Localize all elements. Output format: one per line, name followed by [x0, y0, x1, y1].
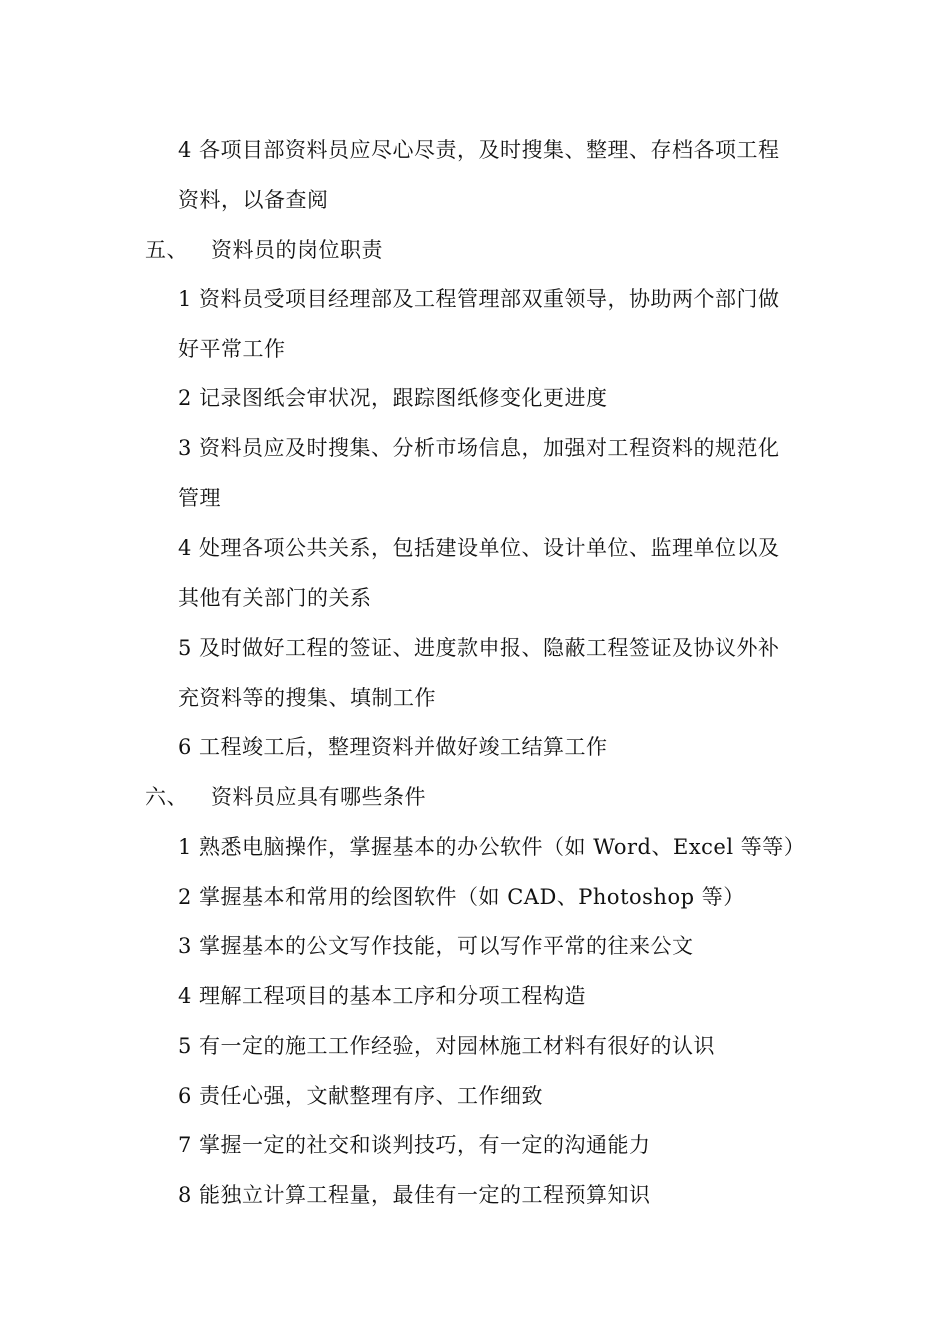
section-number: 五、 — [145, 238, 188, 262]
s5-item6-line1: 6 工程竣工后，整理资料并做好竣工结算工作 — [178, 735, 608, 759]
s5-item4-line2: 其他有关部门的关系 — [178, 586, 372, 610]
s5-item4-line1: 4 处理各项公共关系，包括建设单位、设计单位、监理单位以及 — [178, 536, 780, 560]
s5-item5-line2: 充资料等的搜集、填制工作 — [178, 686, 436, 710]
section-heading-5 — [145, 235, 383, 265]
s6-item5: 5 有一定的施工工作经验，对园林施工材料有很好的认识 — [178, 1034, 716, 1058]
s6-item2: 2 掌握基本和常用的绘图软件（如 CAD、Photoshop 等） — [178, 885, 745, 909]
s6-item7: 7 掌握一定的社交和谈判技巧，有一定的沟通能力 — [178, 1133, 651, 1157]
s5-item3-line1: 3 资料员应及时搜集、分析市场信息，加强对工程资料的规范化 — [178, 436, 780, 460]
s6-item8: 8 能独立计算工程量，最佳有一定的工程预算知识 — [178, 1183, 651, 1207]
s6-item6: 6 责任心强，文献整理有序、工作细致 — [178, 1084, 544, 1108]
section-heading-6 — [145, 782, 426, 812]
section-number: 六、 — [145, 785, 188, 809]
paragraph-s4-item4-line1: 4 各项目部资料员应尽心尽责，及时搜集、整理、存档各项工程 — [178, 138, 780, 162]
section-title: 资料员的岗位职责 — [211, 238, 383, 262]
s6-item1: 1 熟悉电脑操作，掌握基本的办公软件（如 Word、Excel 等等） — [178, 835, 806, 859]
s5-item3-line2: 管理 — [178, 486, 221, 510]
s5-item2-line1: 2 记录图纸会审状况，跟踪图纸修变化更进度 — [178, 386, 608, 410]
s5-item1-line2: 好平常工作 — [178, 337, 286, 361]
s6-item3: 3 掌握基本的公文写作技能，可以写作平常的往来公文 — [178, 934, 694, 958]
s5-item1-line1: 1 资料员受项目经理部及工程管理部双重领导，协助两个部门做 — [178, 287, 780, 311]
section-title: 资料员应具有哪些条件 — [211, 785, 426, 809]
s6-item4: 4 理解工程项目的基本工序和分项工程构造 — [178, 984, 587, 1008]
s5-item5-line1: 5 及时做好工程的签证、进度款申报、隐蔽工程签证及协议外补 — [178, 636, 780, 660]
paragraph-s4-item4-line2: 资料，以备查阅 — [178, 188, 329, 212]
